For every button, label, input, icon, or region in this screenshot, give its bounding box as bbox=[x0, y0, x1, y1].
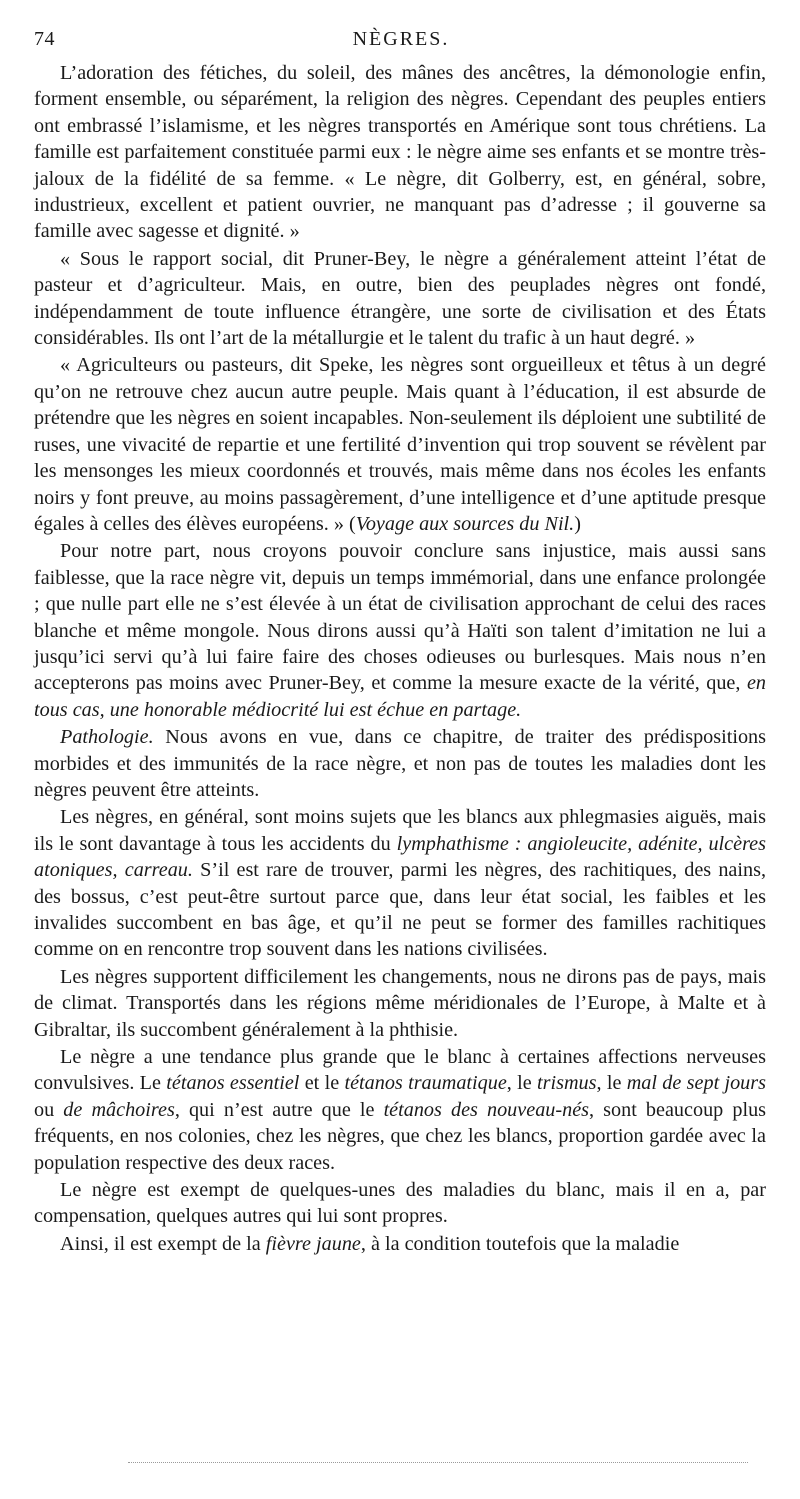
italic-text: en tous cas, une honorable médiocrité lui est échue en partage. bbox=[34, 672, 766, 721]
italic-text: tétanos des nouveau-nés bbox=[383, 1098, 590, 1121]
paragraph-1 bbox=[34, 60, 766, 245]
paragraph-7 bbox=[34, 964, 766, 1043]
text-run: Le nègre a une tendance plus grande que le blanc à certaines affections nerveuses convulsives. Le bbox=[34, 1046, 766, 1095]
text-run: , le bbox=[506, 1072, 538, 1095]
text-run: « Sous le rapport social, dit Pruner-Bey, le nègre a généralement atteint l’état de pasteur et d’agriculteur. Mais, en outre, bien des peuplades nègres ont fondé, indépendamment de toute influence étrangère, une sorte de civilisation et des États considérables. Ils ont l’art de la métallurgie et le talent du trafic à un haut degré. » bbox=[34, 247, 766, 350]
paragraph-9 bbox=[34, 1177, 766, 1230]
paragraph-5 bbox=[34, 724, 766, 803]
italic-text: lymphathisme : angioleucite, adénite, ulcères atoniques, carreau. bbox=[34, 832, 767, 882]
italic-text: trismus bbox=[537, 1072, 597, 1095]
text-run: Les nègres, en général, sont moins sujets que les blancs aux phlegmasies aiguës, mais ils le sont davantage à tous les accidents du bbox=[34, 806, 766, 855]
text-run: ) bbox=[574, 512, 581, 535]
text-run: , le bbox=[596, 1072, 627, 1095]
paragraph-8 bbox=[34, 1044, 766, 1176]
paragraph-3 bbox=[34, 352, 766, 537]
italic-text: de mâchoires bbox=[63, 1098, 175, 1121]
text-run: ou bbox=[34, 1098, 64, 1121]
text-run: Pour notre part, nous croyons pouvoir conclure sans injustice, mais aussi sans faiblesse, que la race nègre vit, depuis un temps immémorial, dans une enfance prolongée ; que nulle part elle ne s’est élevée à un état de civilisation approchant de celui des races blanche et même mongole. Nous dirons aussi qu’à Haïti son talent d’imitation ne lui a jusqu’ici servi qu’à lui faire faire des choses odieuses ou burlesques. Mais nous n’en accepterons pas moins avec Pruner-Bey, et comme la mesure exacte de la vérité, que, bbox=[34, 540, 766, 695]
text-run: Ainsi, il est exempt de la bbox=[60, 1232, 266, 1255]
italic-text: tétanos essentiel bbox=[166, 1072, 300, 1095]
italic-text: mal de sept jours bbox=[626, 1072, 766, 1095]
paragraph-2 bbox=[34, 246, 766, 352]
text-run: Les nègres supportent difficilement les changements, nous ne dirons pas de pays, mais de climat. Transportés dans les régions même méridionales de l’Europe, à Malte et à Gibraltar, ils succombent généralement à la phthisie. bbox=[34, 965, 766, 1041]
text-run: , à la condition toutefois que la maladie bbox=[360, 1232, 680, 1255]
body-text bbox=[34, 60, 766, 1257]
text-run: S’il est rare de trouver, parmi les nègres, des rachitiques, des nains, des bossus, c’est peut-être surtout parce que, dans leur état social, les faibles et les invalides succombent en bas âge, et qu’il ne peut se former des familles rachitiques comme on en rencontre trop souvent dans les nations civilisées. bbox=[34, 859, 767, 961]
page-header bbox=[34, 28, 768, 54]
paragraph-10 bbox=[34, 1231, 766, 1257]
text-run: « Agriculteurs ou pasteurs, dit Speke, les nègres sont orgueilleux et têtus à un degré qu’on ne retrouve chez aucun autre peuple. Mais quant à l’éducation, il est absurde de prétendre que les nègres en soient incapables. Non-seulement ils déploient une subtilité de ruses, une vivacité de repartie et une fertilité d’invention qui trop souvent se révèlent par les mensonges les mieux coordonnés et trouvés, mais même dans nos écoles les enfants noirs y font preuve, au moins passagèrement, d’une intelligence et d’une aptitude presque égales à celles des élèves européens. » ( bbox=[34, 354, 766, 535]
italic-text: Pathologie. bbox=[60, 726, 154, 749]
page-number: 74 bbox=[34, 28, 55, 50]
italic-text: Voyage aux sources du Nil. bbox=[355, 512, 575, 535]
text-run: et le bbox=[299, 1072, 345, 1095]
text-run: Le nègre est exempt de quelques-unes des maladies du blanc, mais il en a, par compensation, quelques autres qui lui sont propres. bbox=[34, 1179, 766, 1228]
text-run: , sont beaucoup plus fréquents, en nos colonies, chez les nègres, que chez les blancs, proportion gardée avec la population respective des deux races. bbox=[34, 1098, 767, 1174]
italic-text: tétanos traumatique bbox=[344, 1072, 507, 1095]
footer-dotted-rule bbox=[128, 1462, 748, 1463]
italic-text: fièvre jaune bbox=[265, 1232, 361, 1255]
text-run: L’adoration des fétiches, du soleil, des mânes des ancêtres, la démonologie enfin, forment ensemble, ou séparément, la religion des nègres. Cependant des peuples entiers ont embrassé l’islamisme, et les nègres transportés en Amérique sont tous chrétiens. La famille est parfaitement constituée parmi eux : le nègre aime ses enfants et se montre très-jaloux de la fidélité de sa femme. « Le nègre, dit Golberry, est, en général, sobre, industrieux, excellent et patient ouvrier, ne manquant pas d’adresse ; il gouverne sa famille avec sagesse et dignité. » bbox=[34, 62, 766, 243]
paragraph-4 bbox=[34, 538, 766, 723]
text-run: Nous avons en vue, dans ce chapitre, de traiter des prédispositions morbides et des immunités de la race nègre, et non pas de toutes les maladies dont les nègres peuvent être atteints. bbox=[34, 726, 766, 801]
paragraph-6 bbox=[34, 804, 766, 962]
running-title: NÈGRES. bbox=[352, 28, 450, 50]
text-run: , qui n’est autre que le bbox=[174, 1098, 384, 1121]
